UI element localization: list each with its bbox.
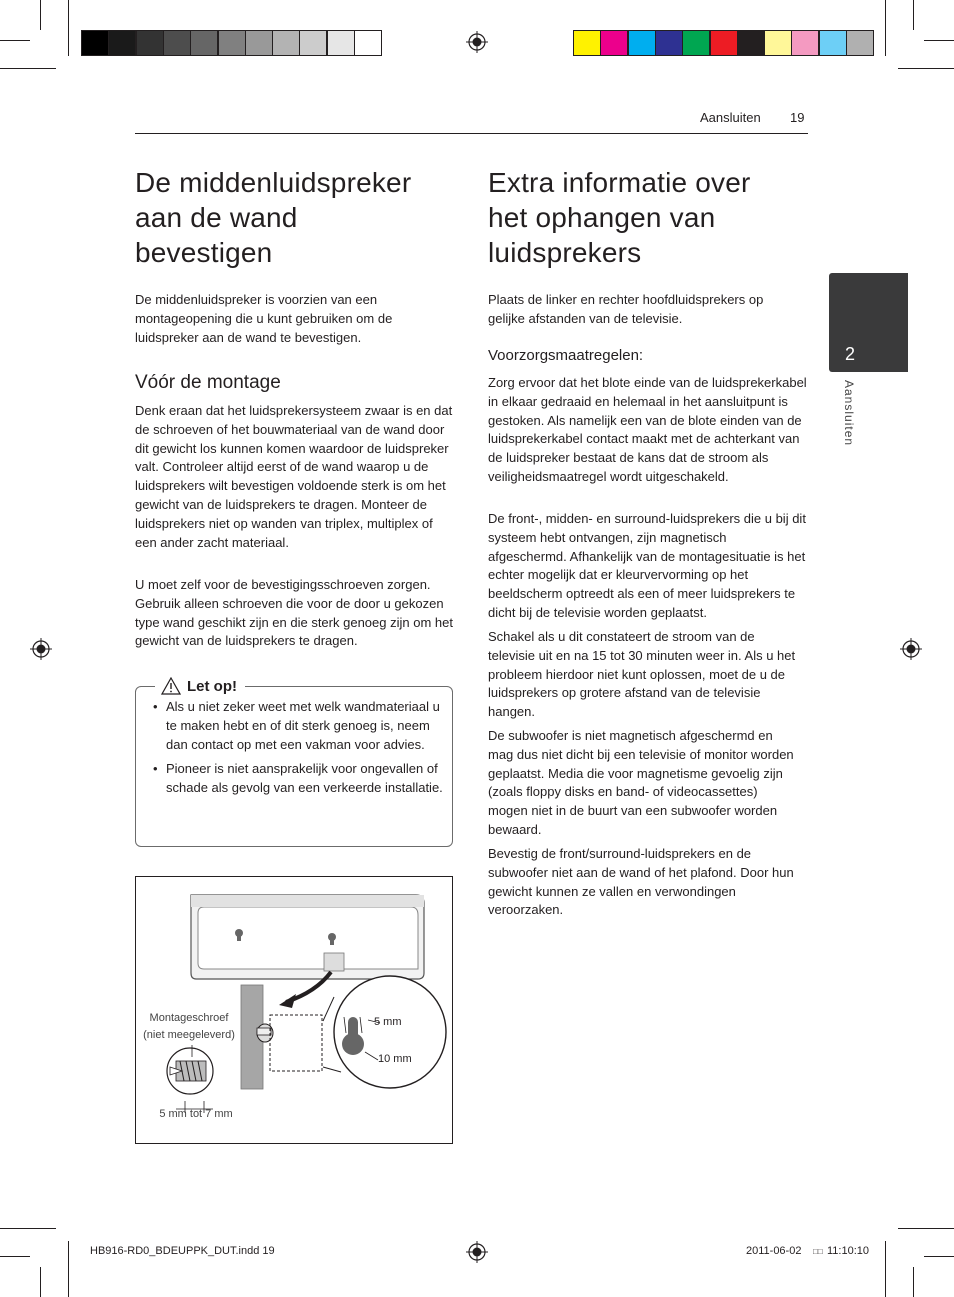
color-swatch [737,30,765,56]
crop-mark-tr-v [913,0,914,30]
gray-swatch [327,30,355,56]
right-paragraph-4: De subwoofer is niet magnetisch afgeschermd en mag dus niet dicht bij een televisie of monitor worden geplaatst. Media die voor magnetisme gevoelig zijn (zoals floppy disks en band- of videocassettes) mogen niet in de buurt van een subwoofer worden bewaard. [488,728,794,837]
left-paragraph-1: Denk eraan dat het luidsprekersysteem zwaar is en dat de schroeven of het bouwmateriaal van de wand door dit gewicht los kunnen komen waardoor de luidspreker valt. Controleer altijd eerst of de wand waarop u de luidsprekers wilt bevestigen voldoende sterk is om het gewicht van de luidsprekers te dragen. Monteer de luidsprekers niet op wanden van triplex, multiplex of een ander zacht materiaal. [135,403,453,550]
crop-mark-tr-h [924,40,954,41]
color-swatch [628,30,656,56]
right-title [488,165,808,270]
footer-glyph: □□ [813,1247,823,1256]
right-paragraph-5: Bevestig de front/surround-luidsprekers en de subwoofer niet aan de wand of het plafond. Door hun gewicht kunnen ze vallen en verwondingen veroorzaken. [488,846,794,918]
gray-swatch [245,30,273,56]
registration-mark-icon [900,638,922,660]
screw-width-label: 5 mm tot 7 mm [159,1108,233,1120]
chapter-tab-label: Aansluiten [842,380,856,447]
running-header-section: Aansluiten [700,110,761,125]
crop-mark-br-v [913,1267,914,1297]
chapter-tab [829,273,908,372]
wall-mount-figure [135,876,453,1144]
screw-label-line1: Montageschroef [149,1012,229,1024]
crop-mark-bl-h [0,1256,30,1257]
crop-mark-tr-h2 [898,68,954,69]
left-title-line: bevestigen [135,237,273,268]
crop-mark-bl-h2 [0,1228,56,1229]
footer-filename: HB916-RD0_BDEUPPK_DUT.indd 19 [90,1245,275,1257]
gray-swatch [108,30,136,56]
gray-swatch [81,30,109,56]
color-swatch [846,30,874,56]
right-title-line: luidsprekers [488,237,642,268]
left-title-line: aan de wand [135,202,298,233]
header-rule [135,133,808,134]
gray-swatch [218,30,246,56]
gray-swatch [272,30,300,56]
warning-icon [161,677,181,695]
crop-mark-tl-v2 [68,0,69,56]
registration-mark-icon [466,1241,488,1263]
caution-title: Let op! [187,677,237,695]
chapter-tab-number: 2 [845,344,856,364]
right-paragraph-2: De front-, midden- en surround-luidsprekers die u bij dit systeem hebt ontvangen, zijn magnetisch afgeschermd. Afhankelijk van de montagesituatie is het echter mogelijk dat er kleurvervorming op het beeldscherm optreedt als een of meer luidsprekers te dicht bij de televisie worden geplaatst. [488,511,806,620]
left-subheading: Vóór de montage [135,372,281,393]
gray-swatch [163,30,191,56]
screw-label-line2: (niet meegeleverd) [143,1029,235,1041]
crop-mark-bl-v2 [68,1241,69,1297]
gray-swatch [299,30,327,56]
registration-mark-icon [30,638,52,660]
crop-mark-br-h2 [898,1228,954,1229]
gray-swatch [190,30,218,56]
page-number: 19 [790,110,805,125]
crop-mark-br-v2 [885,1241,886,1297]
right-paragraph-1: Zorg ervoor dat het blote einde van de luidsprekerkabel in elkaar gedraaid en helemaal in het aansluitpunt is gestoken. Als namelijk een van de blote einden van de luidsprekerkabel contact maakt met de achterkant van de luidspreker bestaat de kans dat de stroom als veiligheidsmaatregel wordt uitgeschakeld. [488,375,807,484]
left-intro: De middenluidspreker is voorzien van een montageopening die u kunt gebruiken om de luidspreker aan de wand te bevestigen. [135,292,393,345]
color-swatch [682,30,710,56]
color-swatch [655,30,683,56]
footer-time: 11:10:10 [827,1245,870,1257]
color-swatch [791,30,819,56]
caution-header [155,674,245,698]
gray-swatch [136,30,164,56]
dimension-10mm: 10 mm [378,1053,412,1065]
right-subheading: Voorzorgsmaatregelen: [488,347,644,364]
caution-item: • Pioneer is niet aansprakelijk voor ongevallen of schade als gevolg van een verkeerde installatie. [148,760,446,798]
color-swatch [710,30,738,56]
color-swatch [600,30,628,56]
left-title [135,165,455,270]
right-intro: Plaats de linker en rechter hoofdluidsprekers op gelijke afstanden van de televisie. [488,292,764,326]
crop-mark-tl-h2 [0,68,56,69]
right-title-line: het ophangen van [488,202,716,233]
registration-mark-icon [466,31,488,53]
dimension-5mm: 5 mm [374,1016,402,1028]
right-title-line: Extra informatie over [488,167,751,198]
color-swatch [819,30,847,56]
left-paragraph-2: U moet zelf voor de bevestigingsschroeven zorgen. Gebruik alleen schroeven die voor de door u gekozen type wand geschikt zijn en die sterk genoeg zijn om het gewicht van de luidsprekers te dragen. [135,577,453,649]
crop-mark-tr-v2 [885,0,886,56]
color-swatch [573,30,601,56]
caution-list [148,698,446,804]
color-swatch [764,30,792,56]
wall-mount-illustration [136,877,454,1145]
gray-swatch [354,30,382,56]
caution-item: • Als u niet zeker weet met welk wandmateriaal u te maken hebt en of dit sterk genoeg is, neem dan contact op met een vakman voor advies. [148,698,446,754]
right-paragraph-3: Schakel als u dit constateert de stroom van de televisie uit en na 15 tot 30 minuten weer in. Als u het probleem hierdoor niet kunt oplossen, moet de u de luidsprekers op grotere afstand van de televisie hangen. [488,629,796,720]
crop-mark-br-h [924,1256,954,1257]
footer-date: 2011-06-02 [746,1245,802,1257]
left-title-line: De middenluidspreker [135,167,412,198]
crop-mark-tl-v [40,0,41,30]
crop-mark-bl-v [40,1267,41,1297]
crop-mark-tl-h [0,40,30,41]
